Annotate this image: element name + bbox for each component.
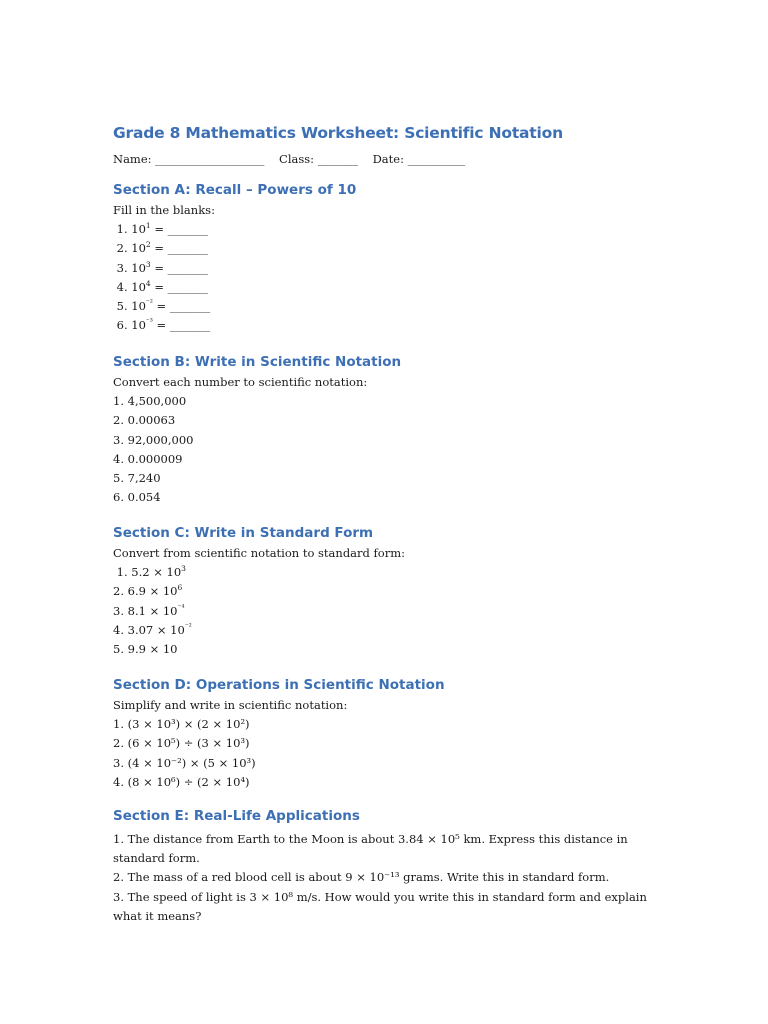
item-number: 1. 10 xyxy=(113,222,146,237)
list-item xyxy=(113,602,673,621)
section-b xyxy=(113,352,673,507)
list-item: 1. 4,500,000 xyxy=(113,394,187,409)
answer-blank: = _______ xyxy=(150,279,208,294)
item-number: 2. 10 xyxy=(113,241,146,256)
list-item xyxy=(113,582,673,601)
item-number: 5. 10 xyxy=(113,299,146,314)
answer-blank: = _______ xyxy=(152,318,211,333)
section-d-list xyxy=(113,715,673,792)
list-item xyxy=(113,297,673,316)
answer-blank: = _______ xyxy=(150,222,208,237)
list-item: 1. (3 × 10³) × (2 × 10²) xyxy=(113,717,250,732)
item-text: 3. 8.1 × 10 xyxy=(113,603,178,618)
list-item: 5. 7,240 xyxy=(113,471,161,486)
section-a-title: Section A: Recall – Powers of 10 xyxy=(113,182,357,198)
section-d-title: Section D: Operations in Scientific Notation xyxy=(113,677,445,693)
section-d-instruction: Simplify and write in scientific notation: xyxy=(113,698,348,712)
student-info-line: Name: ___________________ Class: _______ Date: __________ xyxy=(113,152,466,166)
list-item: 1. The distance from Earth to the Moon is about 3.84 × 10⁵ km. Express this distance in standard form. xyxy=(113,832,628,866)
list-item: 6. 0.054 xyxy=(113,490,161,505)
answer-blank: = _______ xyxy=(152,299,211,314)
section-a xyxy=(113,180,673,335)
item-text: 4. 3.07 × 10 xyxy=(113,622,185,637)
list-item xyxy=(113,220,673,239)
list-item: 4. (8 × 10⁶) ÷ (2 × 10⁴) xyxy=(113,774,250,789)
exponent: 3 xyxy=(145,259,151,269)
section-c-instruction: Convert from scientific notation to standard form: xyxy=(113,546,406,560)
section-d xyxy=(113,675,673,792)
list-item: 2. (6 × 10⁵) ÷ (3 × 10³) xyxy=(113,736,250,751)
item-number: 6. 10 xyxy=(113,318,146,333)
exponent: 2 xyxy=(145,240,151,250)
section-e xyxy=(113,806,673,926)
item-text: 1. 5.2 × 10 xyxy=(113,565,182,580)
item-number: 4. 10 xyxy=(113,279,146,294)
section-b-title: Section B: Write in Scientific Notation xyxy=(113,354,402,370)
exponent: ⁻³ xyxy=(145,317,153,327)
list-item xyxy=(113,563,673,582)
exponent: 3 xyxy=(181,564,186,574)
list-item xyxy=(113,621,673,640)
exponent: ⁻² xyxy=(184,621,192,631)
section-a-list xyxy=(113,220,673,335)
list-item: 4. 0.000009 xyxy=(113,451,183,466)
answer-blank: = _______ xyxy=(150,260,208,275)
exponent: 4 xyxy=(145,278,151,288)
list-item: 2. 0.00063 xyxy=(113,413,176,428)
exponent: 6 xyxy=(177,583,183,593)
list-item: 2. The mass of a red blood cell is about 9 × 10⁻¹³ grams. Write this in standard form. xyxy=(113,870,610,885)
list-item xyxy=(113,316,673,335)
list-item: 3. 92,000,000 xyxy=(113,432,194,447)
list-item: 3. The speed of light is 3 × 10⁸ m/s. How would you write this in standard form and explain what it means? xyxy=(113,889,647,923)
list-item xyxy=(113,239,673,258)
list-item: 3. (4 × 10⁻²) × (5 × 10³) xyxy=(113,755,256,770)
answer-blank: = _______ xyxy=(150,241,208,256)
list-item xyxy=(113,640,673,659)
exponent: 1 xyxy=(145,221,151,231)
list-item xyxy=(113,278,673,297)
section-c xyxy=(113,523,673,659)
section-b-list xyxy=(113,392,673,507)
exponent: ⁻⁴ xyxy=(177,602,185,612)
section-a-instruction: Fill in the blanks: xyxy=(113,203,215,217)
section-c-list xyxy=(113,563,673,659)
page-title: Grade 8 Mathematics Worksheet: Scientific Notation xyxy=(113,124,563,142)
item-text: 2. 6.9 × 10 xyxy=(113,584,178,599)
item-text: 5. 9.9 × 10 xyxy=(113,642,178,657)
section-c-title: Section C: Write in Standard Form xyxy=(113,525,374,541)
section-b-instruction: Convert each number to scientific notation: xyxy=(113,375,368,389)
exponent: ⁻² xyxy=(145,298,153,308)
section-e-title: Section E: Real-Life Applications xyxy=(113,808,360,824)
list-item xyxy=(113,259,673,278)
item-number: 3. 10 xyxy=(113,260,146,275)
